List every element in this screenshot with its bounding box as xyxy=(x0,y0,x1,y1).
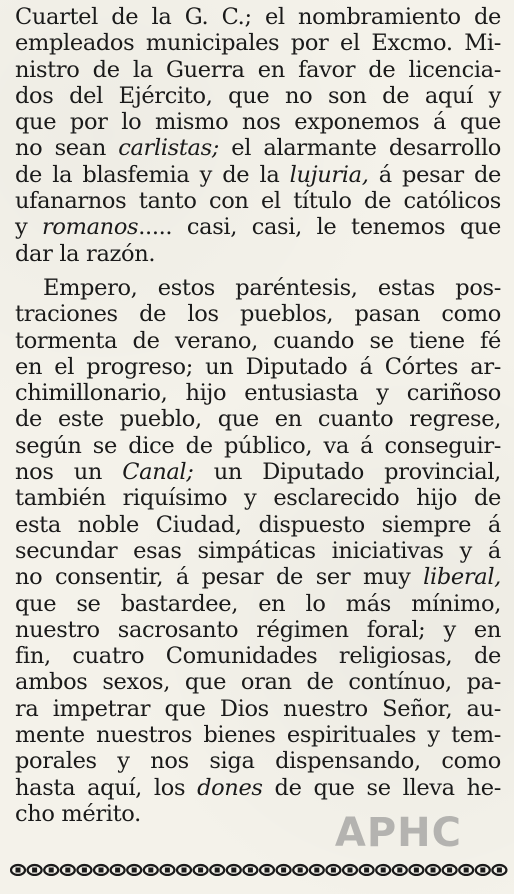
chain-link xyxy=(326,865,340,875)
text-line xyxy=(15,135,501,161)
text-line xyxy=(15,459,501,485)
text-line xyxy=(15,669,501,695)
text-line xyxy=(15,406,501,432)
text-run: porales y nos siga dispensando, como xyxy=(15,748,501,775)
italic-word: carlistas; xyxy=(118,135,220,162)
text-run: no sean xyxy=(15,135,119,162)
chain-link xyxy=(177,865,191,875)
text-run: empleados municipales por el Excmo. Mi- xyxy=(15,30,501,57)
text-run: ra impetrar que Dios nuestro Señor, au- xyxy=(15,695,501,722)
chain-link xyxy=(160,865,174,875)
text-line xyxy=(15,380,501,406)
text-line xyxy=(15,617,501,643)
chain-link xyxy=(343,865,357,875)
chain-link xyxy=(127,865,141,875)
chain-link xyxy=(94,865,108,875)
chain-link xyxy=(393,865,407,875)
chain-link xyxy=(277,865,291,875)
text-line xyxy=(15,275,501,301)
decorative-border xyxy=(10,862,508,876)
text-line xyxy=(15,512,501,538)
text-line xyxy=(15,354,501,380)
text-line xyxy=(15,301,501,327)
chain-link xyxy=(260,865,274,875)
chain-link xyxy=(28,865,42,875)
text-run: nistro de la Guerra en favor de licencia- xyxy=(15,56,501,83)
text-run: ..... casi, casi, le tenemos que xyxy=(138,214,501,241)
chain-link xyxy=(144,865,158,875)
italic-word: lujuria, xyxy=(289,161,369,188)
text-run: y xyxy=(15,214,43,241)
text-run: á pesar de xyxy=(368,161,501,188)
text-line xyxy=(15,485,501,511)
text-line xyxy=(15,696,501,722)
text-line xyxy=(15,30,501,56)
text-line xyxy=(15,109,501,135)
text-line xyxy=(15,214,501,240)
chain-link xyxy=(11,865,25,875)
text-run: secundar esas simpáticas iniciativas y á xyxy=(15,537,501,564)
text-line xyxy=(15,241,501,267)
chain-link xyxy=(459,865,473,875)
text-run: chimillonario, hijo entusiasta y cariñoso xyxy=(15,380,501,407)
text-line xyxy=(15,162,501,188)
text-run: dos del Ejército, que no son de aquí y xyxy=(15,82,501,109)
text-line xyxy=(15,643,501,669)
text-run: cho mérito. xyxy=(15,800,141,827)
text-line xyxy=(15,748,501,774)
text-run: también riquísimo y esclarecido hijo de xyxy=(15,485,501,512)
chain-link xyxy=(210,865,224,875)
text-run: nos un xyxy=(15,459,123,486)
article-text xyxy=(15,4,501,827)
text-line xyxy=(15,4,501,30)
chain-link xyxy=(310,865,324,875)
chain-link xyxy=(227,865,241,875)
chain-ornament-icon xyxy=(10,863,508,876)
text-line xyxy=(15,57,501,83)
italic-word: romanos xyxy=(42,214,139,241)
italic-word: dones xyxy=(197,774,263,801)
chain-link xyxy=(376,865,390,875)
chain-link xyxy=(77,865,91,875)
text-run: que se bastardee, en lo más mínimo, xyxy=(15,590,501,617)
italic-word: Canal; xyxy=(122,459,194,486)
text-run: dar la razón. xyxy=(15,240,156,267)
chain-link xyxy=(492,865,506,875)
chain-link xyxy=(61,865,75,875)
chain-link xyxy=(243,865,257,875)
text-run: de la blasfemia y de la xyxy=(15,161,290,188)
text-line xyxy=(15,188,501,214)
text-run: esta noble Ciudad, dispuesto siempre á xyxy=(15,511,501,538)
text-line xyxy=(15,328,501,354)
text-run: mente nuestros bienes espirituales y tem- xyxy=(15,722,501,749)
chain-link xyxy=(111,865,125,875)
text-run: el alarmante desarrollo xyxy=(219,135,501,162)
text-run: tormenta de verano, cuando se tiene fé xyxy=(15,327,501,354)
chain-link xyxy=(293,865,307,875)
chain-link xyxy=(194,865,208,875)
paragraph-2 xyxy=(15,275,501,827)
text-run: Empero, estos paréntesis, estas pos- xyxy=(43,274,501,301)
text-line xyxy=(15,538,501,564)
text-line xyxy=(15,591,501,617)
text-run: ufanarnos tanto con el título de católicos xyxy=(15,188,501,215)
text-run: nuestro sacrosanto régimen foral; y en xyxy=(15,616,501,643)
text-run: traciones de los pueblos, pasan como xyxy=(15,301,501,328)
chain-link xyxy=(409,865,423,875)
text-run: hasta aquí, los xyxy=(15,774,198,801)
text-run: ambos sexos, que oran de contínuo, pa- xyxy=(15,669,501,696)
chain-link xyxy=(476,865,490,875)
text-line xyxy=(15,564,501,590)
text-run: un Diputado provincial, xyxy=(193,459,501,486)
paragraph-1 xyxy=(15,4,501,267)
text-run: Cuartel de la G. C.; el nombramiento de xyxy=(15,4,501,30)
text-run: fin, cuatro Comunidades religiosas, de xyxy=(15,643,501,670)
text-run: en el progreso; un Diputado á Córtes ar- xyxy=(15,353,501,380)
paragraph-gap xyxy=(15,267,501,275)
chain-link xyxy=(360,865,374,875)
italic-word: liberal, xyxy=(423,564,501,591)
chain-link xyxy=(426,865,440,875)
text-run: de este pueblo, que en cuanto regrese, xyxy=(15,406,501,433)
text-line xyxy=(15,722,501,748)
chain-link xyxy=(44,865,58,875)
aphc-watermark: APHC xyxy=(334,810,462,856)
text-run: de que se lleva he- xyxy=(262,774,501,801)
text-run: según se dice de público, va á conseguir- xyxy=(15,432,501,459)
text-run: que por lo mismo nos exponemos á que xyxy=(15,109,501,136)
chain-link xyxy=(443,865,457,875)
text-line xyxy=(15,433,501,459)
text-run: no consentir, á pesar de ser muy xyxy=(15,564,424,591)
text-line xyxy=(15,83,501,109)
text-line xyxy=(15,775,501,801)
